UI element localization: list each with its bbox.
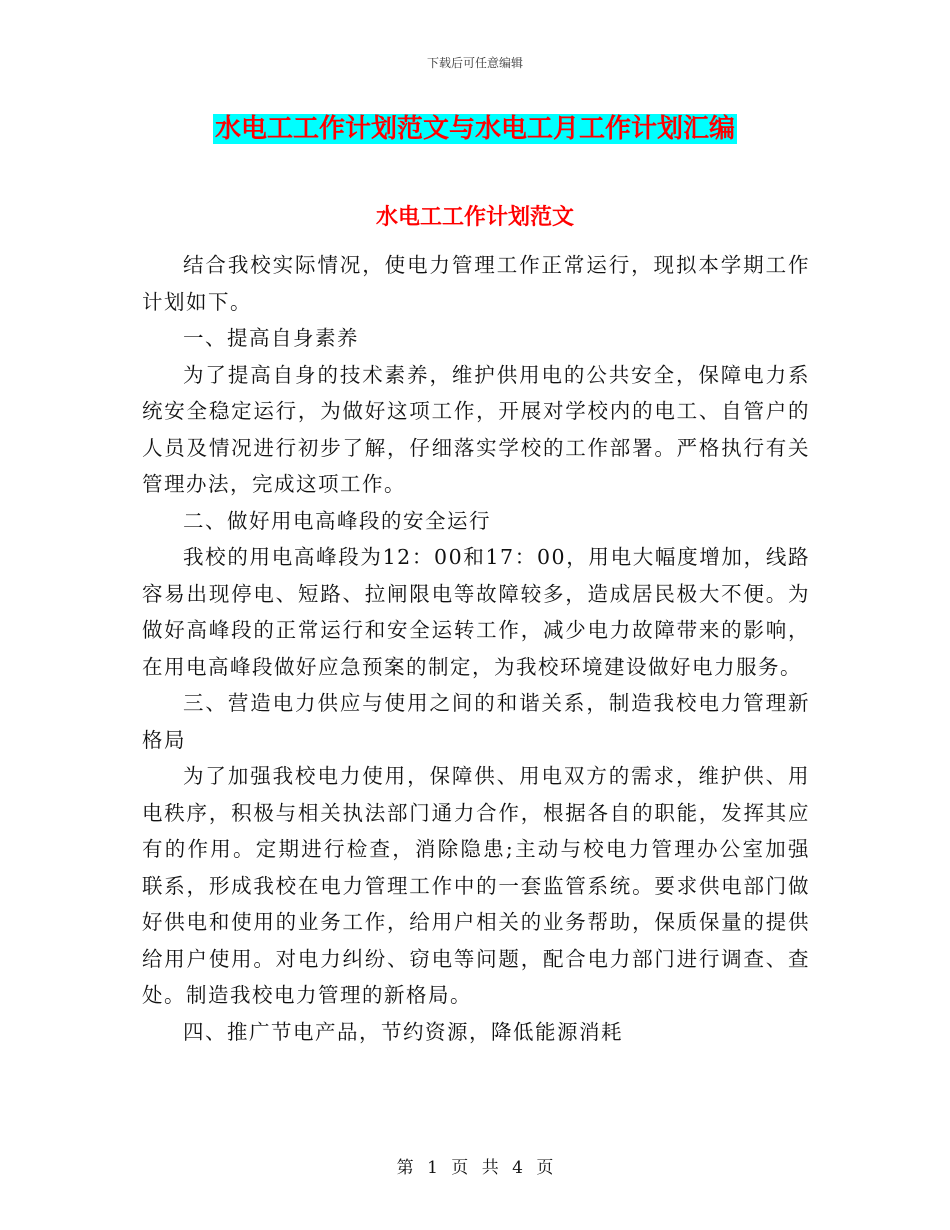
- page-number-footer: 第 1 页 共 4 页: [396, 1158, 554, 1178]
- document-title-text: 水电工工作计划范文与水电工月工作计划汇编: [214, 114, 735, 144]
- document-body: [142, 247, 810, 1050]
- section-title: 水电工工作计划范文: [375, 204, 574, 230]
- paragraph-item-1: 为了提高自身的技术素养，维护供用电的公共安全，保障电力系统安全稳定运行，为做好这项工作，开展对学校内的电工、自管户的人员及情况进行初步了解，仔细落实学校的工作部署。严格执行有关管理办法，完成这项工作。: [142, 362, 810, 496]
- heading-item-2: 二、做好用电高峰段的安全运行: [183, 508, 491, 533]
- document-title: [0, 111, 950, 147]
- heading-item-3: 三、营造电力供应与使用之间的和谐关系，制造我校电力管理新格局: [142, 691, 810, 752]
- paragraph-item-3: 为了加强我校电力使用，保障供、用电双方的需求，维护供、用电秩序，积极与相关执法部门通力合作，根据各自的职能，发挥其应有的作用。定期进行检查，消除隐患;主动与校电力管理办公室加强联系，形成我校在电力管理工作中的一套监管系统。要求供电部门做好供电和使用的业务工作，给用户相关的业务帮助，保质保量的提供给用户使用。对电力纠纷、窃电等问题，配合电力部门进行调查、查处。制造我校电力管理的新格局。: [142, 764, 810, 1007]
- heading-item-1: 一、提高自身素养: [183, 326, 359, 350]
- page-header-note: 下载后可任意编辑: [426, 56, 523, 70]
- paragraph-intro: 结合我校实际情况，使电力管理工作正常运行，现拟本学期工作计划如下。: [142, 253, 810, 314]
- paragraph-item-2: 我校的用电高峰段为12：00和17：00，用电大幅度增加，线路容易出现停电、短路、拉闸限电等故障较多，造成居民极大不便。为做好高峰段的正常运行和安全运转工作，减少电力故障带来的影响，在用电高峰段做好应急预案的制定，为我校环境建设做好电力服务。: [142, 545, 810, 679]
- heading-item-4: 四、推广节电产品，节约资源，降低能源消耗: [183, 1019, 623, 1044]
